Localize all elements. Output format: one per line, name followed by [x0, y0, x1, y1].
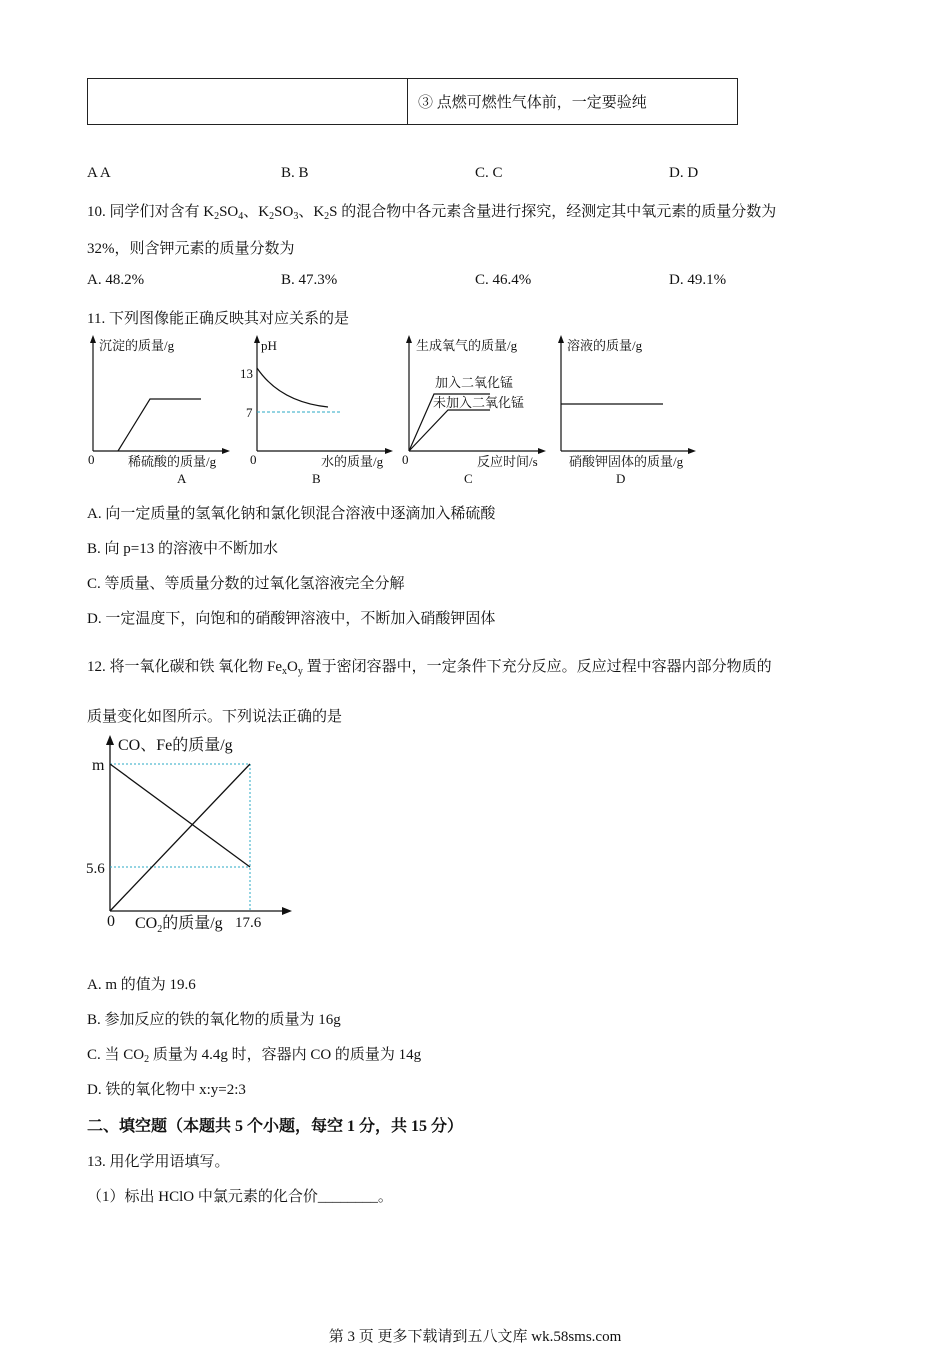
- q12-stem-line2: 质量变化如图所示。下列说法正确的是: [87, 709, 343, 725]
- chart-b-tick-7: 7: [246, 405, 253, 420]
- chart-a-ylabel: 沉淀的质量/g: [99, 338, 175, 353]
- q9-option-a: A A: [87, 165, 111, 181]
- chart-b-origin: 0: [250, 452, 257, 467]
- q13-stem: 13. 用化学用语填写。: [87, 1154, 230, 1170]
- chart-c: [402, 335, 546, 486]
- chart-c-ylabel: 生成氧气的质量/g: [416, 338, 518, 353]
- q12-ylabel: CO、Fe的质量/g: [118, 737, 233, 754]
- chart-c-xlabel: 反应时间/s: [477, 454, 538, 469]
- q12-origin: 0: [107, 913, 115, 930]
- chart-b-curve: [257, 368, 328, 407]
- table-right-cell: ③ 点燃可燃性气体前，一定要验纯: [408, 79, 738, 125]
- chart-c-line-no-catalyst: [409, 410, 490, 451]
- q11-stem: 11. 下列图像能正确反映其对应关系的是: [87, 311, 349, 327]
- chart-c-legend-no-catalyst: 未加入二氧化锰: [433, 395, 525, 410]
- q12-fe-line: [110, 764, 250, 911]
- q12-option-d: D. 铁的氧化物中 x:y=2:3: [87, 1082, 246, 1098]
- q10-stem-line2: 32%，则含钾元素的质量分数为: [87, 241, 295, 257]
- answer-table: [87, 78, 738, 125]
- q13-part-1: （1）标出 HClO 中氯元素的化合价________。: [87, 1189, 393, 1205]
- q12-y-tick-5.6: 5.6: [86, 861, 105, 877]
- q11-option-b: B. 向 p=13 的溶液中不断加水: [87, 541, 278, 557]
- q12-option-c: C. 当 $CO_2$ 质量为 4.4g 时，容器内 CO 的质量为 14g: [87, 1047, 422, 1065]
- q12-x-tick-17.6: 17.6: [235, 915, 262, 931]
- chart-b-ylabel: pH: [261, 338, 277, 353]
- q9-option-d: D. D: [669, 165, 699, 181]
- chart-a-xlabel: 稀硫酸的质量/g: [128, 454, 217, 469]
- q12-co-line: [110, 764, 250, 867]
- q12-xlabel: $CO_2$的质量/g: [135, 915, 223, 935]
- q12-option-a: A. m 的值为 19.6: [87, 977, 196, 993]
- chart-a: [88, 335, 230, 486]
- q12-y-tick-m: m: [92, 757, 105, 774]
- chart-d-xlabel: 硝酸钾固体的质量/g: [569, 454, 684, 469]
- chart-b-tick-13: 13: [240, 366, 253, 381]
- chart-c-legend-catalyst: 加入二氧化锰: [435, 375, 514, 390]
- chart-b-xlabel: 水的质量/g: [321, 454, 384, 469]
- q11-option-d: D. 一定温度下，向饱和的硝酸钾溶液中，不断加入硝酸钾固体: [87, 611, 496, 627]
- chart-c-letter: C: [464, 471, 473, 486]
- q9-option-b: B. B: [281, 165, 309, 181]
- chart-a-origin: 0: [88, 452, 95, 467]
- table-left-cell: [88, 79, 408, 125]
- chart-b: [240, 335, 393, 486]
- chart-c-origin: 0: [402, 452, 409, 467]
- chart-d-letter: D: [616, 471, 626, 486]
- q10-option-c: C. 46.4%: [475, 272, 532, 288]
- q9-option-c: C. C: [475, 165, 503, 181]
- q10-option-a: A. 48.2%: [87, 272, 145, 288]
- chart-b-letter: B: [312, 471, 321, 486]
- chart-a-letter: A: [177, 471, 187, 486]
- q10-stem-line1: 10. 同学们对含有 $K_2SO_4$、$K_2SO_3$、$K_2S$ 的混合物中各元素含量进行探究，经测定其中氧元素的质量分数为: [87, 204, 777, 222]
- chart-a-line: [118, 399, 201, 451]
- q12-stem-line1: 12. 将一氧化碳和铁 氧化物 $Fe_xO_y$ 置于密闭容器中，一定条件下充分反应。反应过程中容器内部分物质的: [87, 659, 772, 677]
- chart-d-ylabel: 溶液的质量/g: [567, 338, 643, 353]
- page-footer: 第 3 页 更多下载请到五八文库 wk.58sms.com: [328, 1329, 622, 1345]
- q10-option-b: B. 47.3%: [281, 272, 338, 288]
- q10-option-d: D. 49.1%: [669, 272, 727, 288]
- chart-d: [558, 335, 696, 486]
- q11-option-a: A. 向一定质量的氢氧化钠和氯化钡混合溶液中逐滴加入稀硫酸: [87, 506, 496, 522]
- section-2-title: 二、填空题（本题共 5 个小题，每空 1 分，共 15 分）: [87, 1118, 464, 1135]
- q12-chart: [80, 730, 305, 940]
- q13-blank[interactable]: ________: [317, 1189, 378, 1205]
- q12-option-b: B. 参加反应的铁的氧化物的质量为 16g: [87, 1012, 341, 1028]
- q11-option-c: C. 等质量、等质量分数的过氧化氢溶液完全分解: [87, 576, 405, 592]
- q11-charts: [80, 330, 720, 490]
